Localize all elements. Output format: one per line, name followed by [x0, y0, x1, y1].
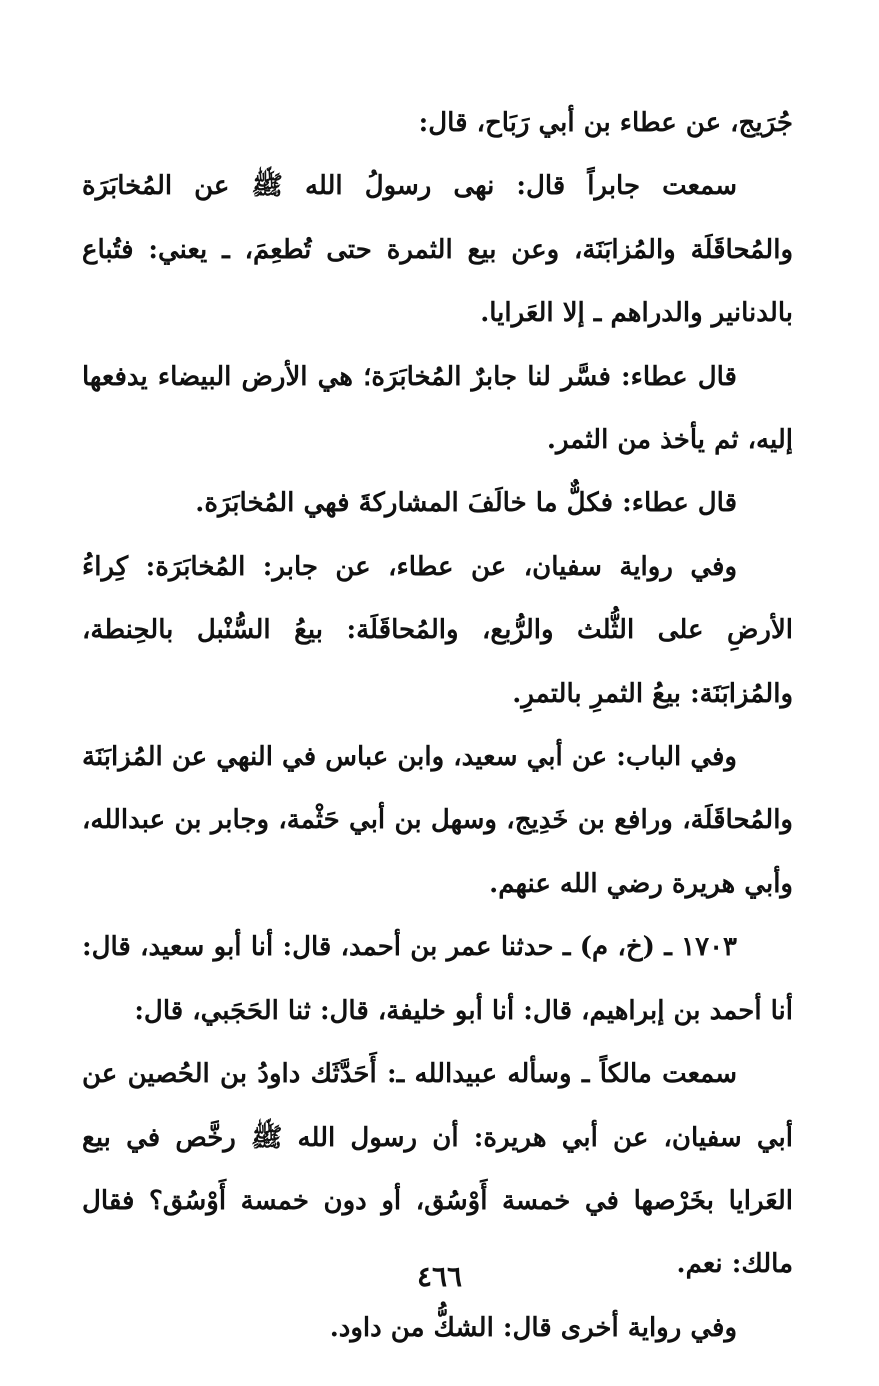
paragraph-hadith-jabir: سمعت جابراً قال: نهى رسولُ الله ﷺ عن المُخابَرَة والمُحاقَلَة والمُزابَنَة، وعن بيع الثمرة حتى تُطعِمَ، ـ يعني: فتُباع بالدنانير والدراهم ـ إلا العَرايا. — [82, 171, 793, 329]
paragraph-other-narration: وفي رواية أخرى قال: الشكُّ من داود. — [329, 1312, 737, 1343]
paragraph-chapter-references: وفي الباب: عن أبي سعيد، وابن عباس في النهي عن المُزابَنَة والمُحاقَلَة، ورافع بن خَدِيج، وسهل بن أبي حَثْمة، وجابر بن عبدالله، وأبي هريرة رضي الله عنهم. — [82, 742, 793, 899]
paragraph-malik-narration: سمعت مالكاً ـ وسأله عبيدالله ـ: أَحَدَّثَك داودُ بن الحُصين عن أبي سفيان، عن أبي هريرة: أن رسول الله ﷺ رخَّص في بيع العَرايا بخَرْصها في خمسة أَوْسُق، أو دون خمسة أَوْسُق؟ فقال مالك: نعم. — [82, 1059, 793, 1280]
paragraph-ata-statement: قال عطاء: فكلٌّ ما خالَفَ المشاركةَ فهي المُخابَرَة. — [195, 488, 737, 519]
paragraph-ata-explanation: قال عطاء: فسَّر لنا جابرٌ المُخابَرَة؛ هي الأرض البيضاء يدفعها إليه، ثم يأخذ من الثمر. — [82, 361, 793, 456]
paragraph-hadith-1703-isnad: ١٧٠٣ ـ (خ، م) ـ حدثنا عمر بن أحمد، قال: أنا أبو سعيد، قال: أنا أحمد بن إبراهيم، قال: أنا أبو خليفة، قال: ثنا الحَجَبي، قال: — [82, 932, 793, 1026]
page-number: ٤٦٦ — [416, 1260, 463, 1293]
main-text — [82, 92, 793, 1360]
paragraph-isnad-continuation: جُرَيج، عن عطاء بن أبي رَبَاح، قال: — [418, 108, 793, 138]
paragraph-sufyan-narration: وفي رواية سفيان، عن عطاء، عن جابر: المُخابَرَة: كِراءُ الأرضِ على الثُّلث والرُّبع، والمُحاقَلَة: بيعُ السُّنْبل بالحِنطة، والمُزابَنَة: بيعُ الثمرِ بالتمرِ. — [82, 551, 793, 709]
